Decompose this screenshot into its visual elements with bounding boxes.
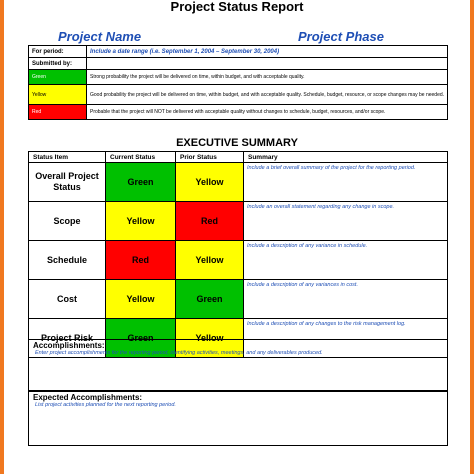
expected-accomplishments-text[interactable]: List project activities planned for the next reporting period.: [35, 402, 176, 408]
submitted-row: [29, 58, 448, 70]
status-item-label: Schedule: [29, 241, 106, 280]
period-label: For period:: [29, 46, 87, 58]
summary-cell[interactable]: Include a brief overall summary of the project for the reporting period.: [244, 163, 448, 202]
exec-row-overall: [29, 163, 448, 202]
period-value[interactable]: Include a date range (i.e. September 1, 2004 – September 30, 2004): [87, 46, 448, 58]
summary-cell[interactable]: Include a description of any changes to the risk management log.: [244, 319, 448, 358]
expected-accomplishments-section[interactable]: [28, 391, 448, 446]
status-item-label: Cost: [29, 280, 106, 319]
legend-swatch-red: Red: [29, 105, 87, 120]
exec-row-scope: [29, 202, 448, 241]
submitted-label: Submitted by:: [29, 58, 87, 70]
accomplishments-text[interactable]: Enter project accomplishments for the reporting period, identifying activities, meetings, and any deliverables produced.: [35, 350, 323, 356]
legend-description-red: Probable that the project will NOT be delivered with acceptable quality without changes to schedule, budget, resources, and/or scope.: [87, 105, 448, 120]
period-row: [29, 46, 448, 58]
status-item-label: Overall Project Status: [29, 163, 106, 202]
legend-row-red: [29, 105, 448, 120]
project-name-label[interactable]: Project Name: [58, 29, 142, 44]
legend-description-yellow: Good probability the project will be delivered on time, within budget, and with acceptable quality. Schedule, budget, resource, or scope changes may be needed.: [87, 85, 448, 105]
executive-summary-title: EXECUTIVE SUMMARY: [176, 137, 298, 149]
summary-cell[interactable]: Include an overall statement regarding any change in scope.: [244, 202, 448, 241]
project-phase-label[interactable]: Project Phase: [298, 29, 384, 44]
current-status-cell[interactable]: Red: [106, 241, 176, 280]
report-info-table: [28, 45, 448, 120]
summary-cell[interactable]: Include a description of any variances in cost.: [244, 280, 448, 319]
legend-swatch-green: Green: [29, 70, 87, 85]
current-status-cell[interactable]: Green: [106, 319, 176, 358]
legend-row-yellow: [29, 85, 448, 105]
prior-status-cell[interactable]: Red: [176, 202, 244, 241]
status-item-label: Project Risk: [29, 319, 106, 358]
accomplishments-heading: Accomplishments:: [33, 341, 105, 350]
prior-status-cell[interactable]: Green: [176, 280, 244, 319]
prior-status-cell[interactable]: Yellow: [176, 319, 244, 358]
submitted-value[interactable]: [87, 58, 448, 70]
orange-left-border: [0, 0, 4, 474]
executive-summary-table: [28, 151, 448, 358]
exec-row-cost: [29, 280, 448, 319]
prior-status-cell[interactable]: Yellow: [176, 163, 244, 202]
header-current-status: Current Status: [106, 152, 176, 163]
page-title: Project Status Report: [170, 0, 304, 14]
exec-row-schedule: [29, 241, 448, 280]
legend-row-green: [29, 70, 448, 85]
header-status-item: Status Item: [29, 152, 106, 163]
summary-cell[interactable]: Include a description of any variance in schedule.: [244, 241, 448, 280]
accomplishments-section[interactable]: [28, 339, 448, 391]
expected-accomplishments-heading: Expected Accomplishments:: [33, 393, 143, 402]
header-prior-status: Prior Status: [176, 152, 244, 163]
legend-description-green: Strong probability the project will be delivered on time, within budget, and with acceptable quality.: [87, 70, 448, 85]
current-status-cell[interactable]: Yellow: [106, 202, 176, 241]
orange-right-border: [470, 0, 474, 474]
current-status-cell[interactable]: Green: [106, 163, 176, 202]
prior-status-cell[interactable]: Yellow: [176, 241, 244, 280]
status-item-label: Scope: [29, 202, 106, 241]
legend-swatch-yellow: Yellow: [29, 85, 87, 105]
exec-header-row: [29, 152, 448, 163]
header-summary: Summary: [244, 152, 448, 163]
current-status-cell[interactable]: Yellow: [106, 280, 176, 319]
